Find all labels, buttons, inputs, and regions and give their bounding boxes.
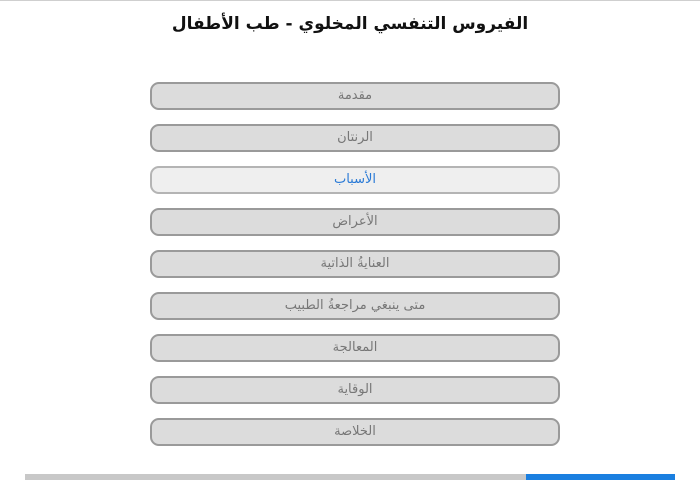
menu-item-prevention[interactable]: الوقاية [150,376,560,404]
menu-item-self-care[interactable]: العنايةُ الذاتية [150,250,560,278]
menu-item-introduction[interactable]: مقدمة [150,82,560,110]
top-divider [0,0,700,1]
menu-item-summary[interactable]: الخلاصة [150,418,560,446]
topic-menu [150,82,560,460]
progress-bar [25,474,675,480]
menu-item-when-to-see-doctor[interactable]: متى ينبغي مراجعةُ الطبيب [150,292,560,320]
menu-item-symptoms[interactable]: الأعراض [150,208,560,236]
menu-item-causes[interactable]: الأسباب [150,166,560,194]
menu-item-wheezing[interactable]: الرنتان [150,124,560,152]
menu-item-treatment[interactable]: المعالجة [150,334,560,362]
progress-bar-fill [526,474,676,480]
page-title: الفيروس التنفسي المخلوي - طب الأطفال [171,14,529,34]
